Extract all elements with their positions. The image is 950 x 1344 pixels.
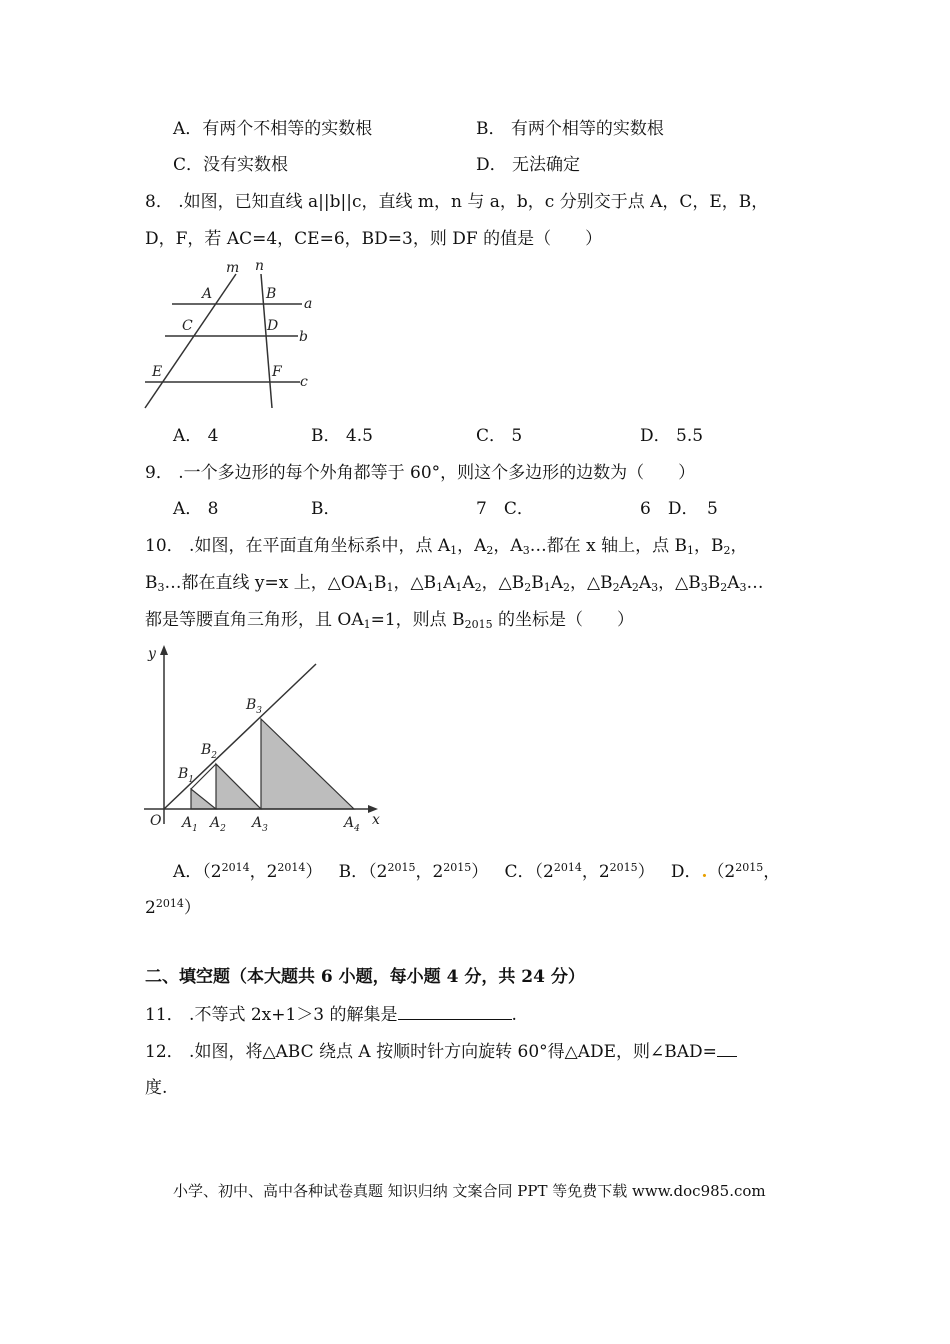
- page-footer: 小学、初中、高中各种试卷真题 知识归纳 文案合同 PPT 等免费下载 www.doc985.com: [173, 1182, 766, 1200]
- y-axis-arrow: [160, 645, 168, 655]
- q10-options-line: [173, 857, 780, 883]
- label-B3: $B_3$: [246, 697, 263, 716]
- q7-option-a: A．有两个不相等的实数根: [173, 119, 373, 139]
- q9-option-a: A． 8: [173, 499, 219, 519]
- triangle-b3-a3-a4: [261, 719, 354, 809]
- q10-stem-line2: $B_3\dots$都在直线 y=x 上，$\triangle OA_1B_1$，$\triangle B_1A_1A_2$，$\triangle B_2B_1A_2$，$\triangle B_2A_2A_3$，$\triangle B_3B_2A_3\dots$: [145, 573, 764, 594]
- triangle-b1-a1-a2: [191, 789, 216, 809]
- q10-option-d: D．$.(2^{2015}$，: [670, 861, 781, 882]
- q8-option-b: B． 4.5: [311, 426, 373, 446]
- label-A2: $A_2$: [210, 815, 226, 834]
- q11-end: .: [511, 1005, 517, 1025]
- q8-option-c: C． 5: [476, 426, 523, 446]
- q7-option-c: C．没有实数根: [173, 155, 289, 175]
- q11-answer-blank[interactable]: [398, 1003, 512, 1020]
- q8-option-a: A． 4: [173, 426, 219, 446]
- q12-stem-line2: 度.: [145, 1078, 168, 1098]
- q10-option-a: A．（$2^{2014}$，$2^{2014}$）: [173, 861, 323, 882]
- q10-option-b: B．（$2^{2015}$，$2^{2015}$）: [338, 861, 489, 882]
- q8-parallel-lines-figure: [140, 256, 320, 416]
- q12-stem-line1: [145, 1040, 737, 1063]
- label-O: O: [150, 813, 162, 829]
- label-B: B: [266, 286, 277, 302]
- q12-answer-blank[interactable]: [717, 1040, 737, 1057]
- q10-coordinate-figure: [140, 642, 390, 842]
- label-F: F: [272, 364, 282, 380]
- label-A: A: [202, 286, 213, 302]
- label-b: b: [299, 329, 308, 345]
- q9-option-c: 7 C．: [476, 499, 534, 519]
- q9-option-d: 6 D． 5: [640, 499, 718, 519]
- triangle-b2-a2-a3: [216, 764, 261, 809]
- section-title: 二、填空题（本大题共 6 小题，每小题 4 分，共 24 分）: [145, 967, 585, 987]
- q9-stem: 9． .一个多边形的每个外角都等于 60°，则这个多边形的边数为（ ）: [145, 463, 696, 483]
- label-n: n: [255, 258, 265, 274]
- q7-option-d: D． 无法确定: [476, 155, 581, 175]
- q11-stem: [145, 1003, 517, 1026]
- label-x: x: [372, 812, 380, 828]
- q10-option-d-continued: $2^{2014}$）: [145, 897, 201, 918]
- label-D: D: [267, 318, 279, 334]
- label-C: C: [182, 318, 193, 334]
- q7-option-b: B． 有两个相等的实数根: [476, 119, 664, 139]
- label-B1: $B_1$: [178, 766, 195, 785]
- label-m: m: [226, 260, 240, 276]
- line-m: [145, 274, 236, 408]
- q8-stem-line2: D，F，若 AC=4，CE=6，BD=3，则 DF 的值是（ ）: [145, 229, 603, 249]
- label-B2: $B_2$: [201, 742, 218, 761]
- label-y: y: [148, 646, 156, 662]
- label-A1: $A_1$: [182, 815, 198, 834]
- q10-stem-line1: 10． .如图，在平面直角坐标系中，点 $A_1$，$A_2$，$A_3\dots$都在 x 轴上，点 $B_1$，$B_2$，: [145, 536, 748, 557]
- label-E: E: [152, 364, 163, 380]
- q10-stem-line3: 都是等腰直角三角形，且 $OA_1=1$，则点 $B_{2015}$ 的坐标是（ ）: [145, 610, 634, 631]
- q8-option-d: D． 5.5: [640, 426, 704, 446]
- q11-text: 11． .不等式 2x+1＞3 的解集是: [145, 1005, 398, 1025]
- label-A4: $A_4$: [344, 815, 360, 834]
- q10-option-c: C．（$2^{2014}$，$2^{2015}$）: [504, 861, 655, 882]
- triangle-b2-b1-a2: [191, 764, 216, 789]
- label-A3: $A_3$: [252, 815, 268, 834]
- q12-text: 12． .如图，将△ABC 绕点 A 按顺时针方向旋转 60°得△ADE，则∠BAD=: [145, 1042, 717, 1062]
- q9-option-b: B．: [311, 499, 341, 519]
- label-a: a: [304, 296, 313, 312]
- label-c: c: [300, 374, 308, 390]
- q8-stem-line1: 8． .如图，已知直线 a||b||c，直线 m，n 与 a，b，c 分别交于点 A，C，E，B，: [145, 192, 769, 212]
